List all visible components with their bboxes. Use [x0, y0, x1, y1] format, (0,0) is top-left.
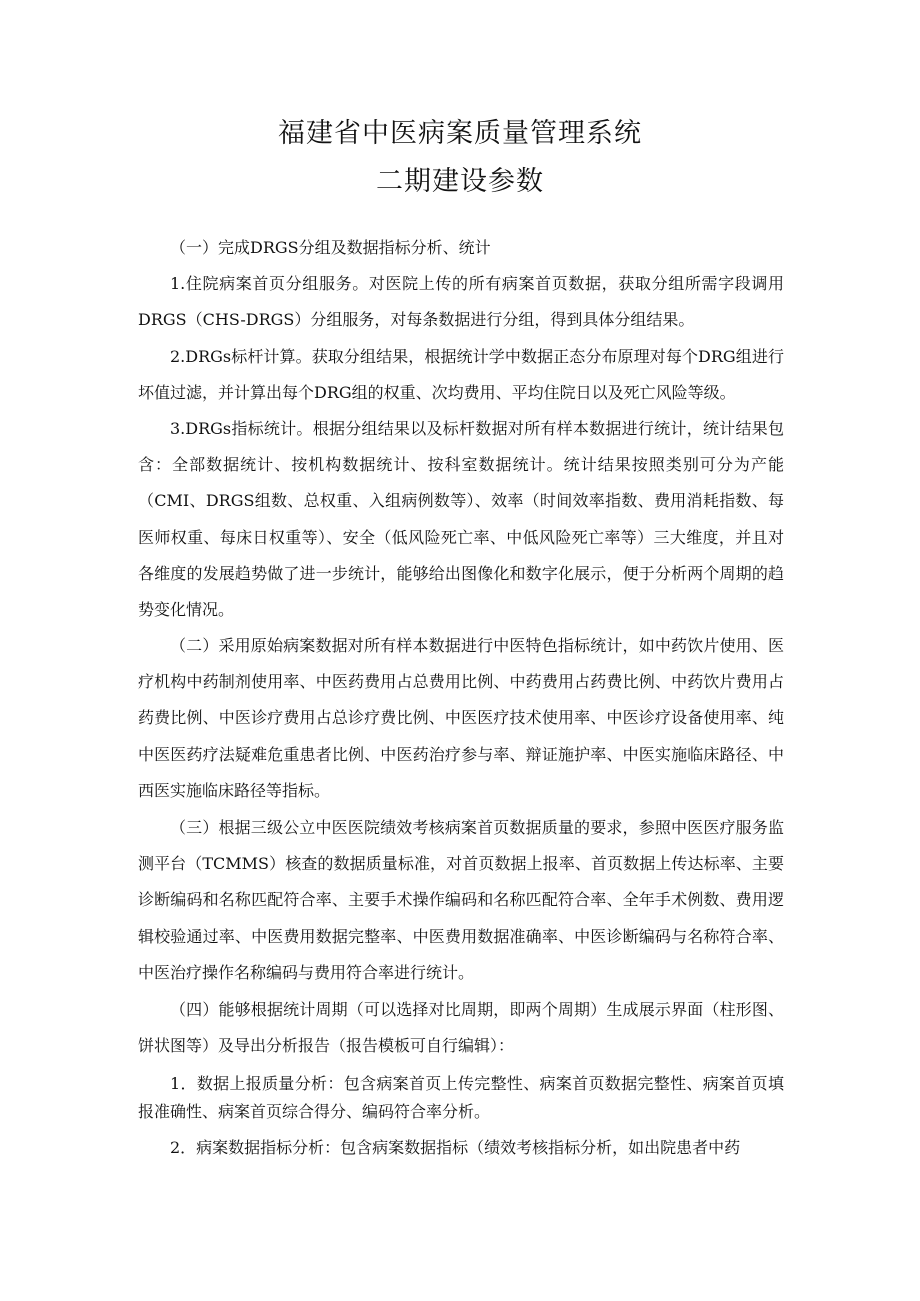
paragraph: 2.DRGs标杆计算。获取分组结果，根据统计学中数据正态分布原理对每个DRG组进行坏值过滤，并计算出每个DRG组的权重、次均费用、平均住院日以及死亡风险等级。	[138, 347, 784, 403]
paragraph: （二）采用原始病案数据对所有样本数据进行中医特色指标统计，如中药饮片使用、医疗机构中药制剂使用率、中医药费用占总费用比例、中药费用占药费比例、中药饮片费用占药费比例、中医诊疗费用占总诊疗费比例、中医医疗技术使用率、中医诊疗设备使用率、纯中医医药疗法疑难危重患者比例、中医药治疗参与率、辩证施护率、中医实施临床路径、中西医实施临床路径等指标。	[138, 636, 784, 800]
paragraph: （三）根据三级公立中医医院绩效考核病案首页数据质量的要求，参照中医医疗服务监测平台（TCMMS）核查的数据质量标准，对首页数据上报率、首页数据上传达标率、主要诊断编码和名称匹配符合率、主要手术操作编码和名称匹配符合率、全年手术例数、费用逻辑校验通过率、中医费用数据完整率、中医费用数据准确率、中医诊断编码与名称符合率、中医治疗操作名称编码与费用符合率进行统计。	[138, 818, 784, 982]
list-item: 2．病案数据指标分析：包含病案数据指标（绩效考核指标分析，如出院患者中药	[170, 1138, 741, 1157]
paragraph: 1.住院病案首页分组服务。对医院上传的所有病案首页数据，获取分组所需字段调用DRGS（CHS-DRGS）分组服务，对每条数据进行分组，得到具体分组结果。	[138, 274, 784, 330]
section-heading-1: （一）完成DRGS分组及数据指标分析、统计	[170, 238, 491, 257]
paragraph: （四）能够根据统计周期（可以选择对比周期，即两个周期）生成展示界面（柱形图、饼状图等）及导出分析报告（报告模板可自行编辑）：	[138, 1000, 784, 1056]
paragraph: 3.DRGs指标统计。根据分组结果以及标杆数据对所有样本数据进行统计，统计结果包含：全部数据统计、按机构数据统计、按科室数据统计。统计结果按照类别可分为产能（CMI、DRGS组数、总权重、入组病例数等）、效率（时间效率指数、费用消耗指数、每医师权重、每床日权重等）、安全（低风险死亡率、中低风险死亡率等）三大维度，并且对各维度的发展趋势做了进一步统计，能够给出图像化和数字化展示，便于分析两个周期的趋势变化情况。	[138, 419, 784, 620]
list-item: 1．数据上报质量分析：包含病案首页上传完整性、病案首页数据完整性、病案首页填报准确性、病案首页综合得分、编码符合率分析。	[138, 1074, 784, 1121]
document-title: 福建省中医病案质量管理系统	[278, 118, 642, 149]
document-subtitle: 二期建设参数	[376, 166, 544, 197]
